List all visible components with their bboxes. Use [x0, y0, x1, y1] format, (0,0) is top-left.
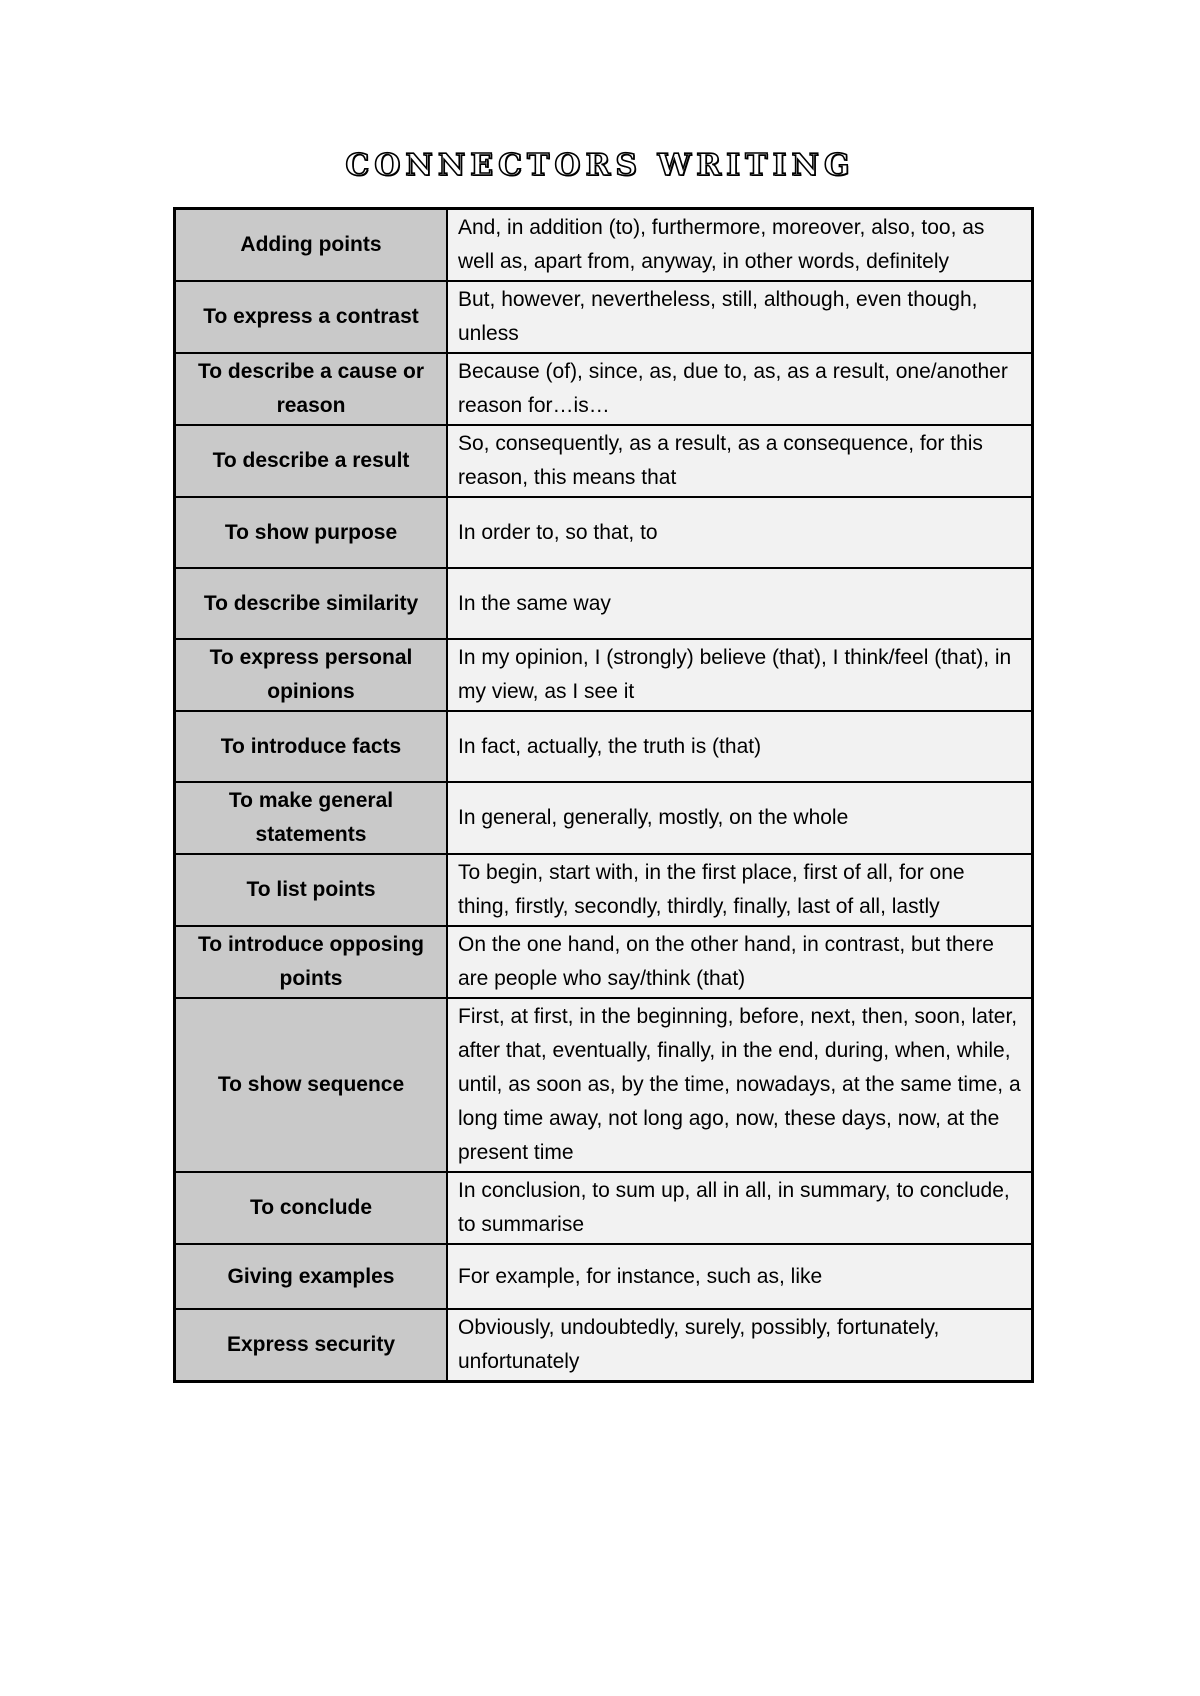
- table-row: [175, 854, 1033, 926]
- connectors-cell: But, however, nevertheless, still, although, even though, unless: [447, 281, 1033, 353]
- connectors-cell: In fact, actually, the truth is (that): [447, 711, 1033, 782]
- table-row: [175, 926, 1033, 998]
- table-row: [175, 281, 1033, 353]
- purpose-cell: To conclude: [175, 1172, 448, 1244]
- table-row: [175, 711, 1033, 782]
- connectors-cell: In the same way: [447, 568, 1033, 639]
- connectors-cell: For example, for instance, such as, like: [447, 1244, 1033, 1309]
- connectors-cell: First, at first, in the beginning, before, next, then, soon, later, after that, eventually, finally, in the end, during, when, while, until, as soon as, by the time, nowadays, at the same time, a long time away, not long ago, now, these days, now, at the present time: [447, 998, 1033, 1172]
- connectors-cell: In order to, so that, to: [447, 497, 1033, 568]
- page-title: CONNECTORS WRITING: [345, 148, 855, 183]
- purpose-cell: Express security: [175, 1309, 448, 1382]
- connectors-table: [173, 207, 1034, 1383]
- purpose-cell: To express a contrast: [175, 281, 448, 353]
- purpose-cell: To list points: [175, 854, 448, 926]
- table-row: [175, 353, 1033, 425]
- table-row: [175, 209, 1033, 282]
- purpose-cell: To describe a cause or reason: [175, 353, 448, 425]
- purpose-cell: To describe a result: [175, 425, 448, 497]
- table-row: [175, 1244, 1033, 1309]
- table-row: [175, 998, 1033, 1172]
- purpose-cell: To show sequence: [175, 998, 448, 1172]
- connectors-cell: And, in addition (to), furthermore, moreover, also, too, as well as, apart from, anyway, in other words, definitely: [447, 209, 1033, 282]
- connectors-cell: Obviously, undoubtedly, surely, possibly, fortunately, unfortunately: [447, 1309, 1033, 1382]
- connectors-cell: Because (of), since, as, due to, as, as a result, one/another reason for…is…: [447, 353, 1033, 425]
- purpose-cell: To show purpose: [175, 497, 448, 568]
- purpose-cell: Adding points: [175, 209, 448, 282]
- purpose-cell: To describe similarity: [175, 568, 448, 639]
- connectors-cell: To begin, start with, in the first place, first of all, for one thing, firstly, secondly, thirdly, finally, last of all, lastly: [447, 854, 1033, 926]
- connectors-cell: In general, generally, mostly, on the whole: [447, 782, 1033, 854]
- purpose-cell: Giving examples: [175, 1244, 448, 1309]
- connectors-cell: On the one hand, on the other hand, in contrast, but there are people who say/think (that): [447, 926, 1033, 998]
- table-row: [175, 497, 1033, 568]
- purpose-cell: To make general statements: [175, 782, 448, 854]
- connectors-cell: So, consequently, as a result, as a consequence, for this reason, this means that: [447, 425, 1033, 497]
- connectors-cell: In my opinion, I (strongly) believe (that), I think/feel (that), in my view, as I see it: [447, 639, 1033, 711]
- connectors-cell: In conclusion, to sum up, all in all, in summary, to conclude, to summarise: [447, 1172, 1033, 1244]
- purpose-cell: To express personal opinions: [175, 639, 448, 711]
- table-row: [175, 1309, 1033, 1382]
- table-row: [175, 639, 1033, 711]
- table-row: [175, 425, 1033, 497]
- table-row: [175, 1172, 1033, 1244]
- purpose-cell: To introduce facts: [175, 711, 448, 782]
- table-row: [175, 568, 1033, 639]
- table-row: [175, 782, 1033, 854]
- purpose-cell: To introduce opposing points: [175, 926, 448, 998]
